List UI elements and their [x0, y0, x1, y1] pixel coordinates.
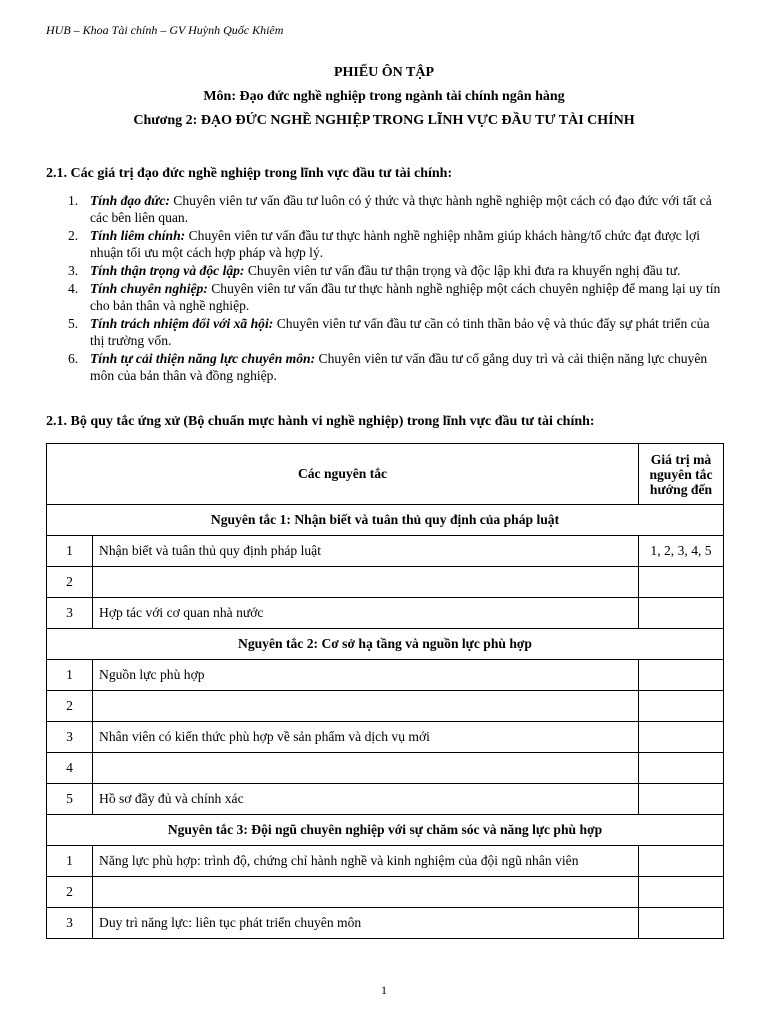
row-index: 2 — [47, 877, 93, 908]
row-index: 1 — [47, 846, 93, 877]
list-number: 6. — [68, 351, 79, 366]
row-values — [639, 753, 724, 784]
list-item — [62, 280, 724, 314]
page-header: HUB – Khoa Tài chính – GV Huỳnh Quốc Khiêm — [46, 23, 284, 37]
row-text — [93, 877, 639, 908]
table-row — [47, 660, 724, 691]
row-text: Hồ sơ đầy đủ và chính xác — [93, 784, 639, 815]
row-values — [639, 877, 724, 908]
list-item — [62, 350, 724, 384]
subject-title: Môn: Đạo đức nghề nghiệp trong ngành tài chính ngân hàng — [203, 89, 565, 104]
list-text: Chuyên viên tư vấn đầu tư cố gắng duy trì và cải thiện năng lực chuyên môn của bản thân và đồng nghiệp. — [90, 351, 708, 383]
row-index: 2 — [47, 691, 93, 722]
row-values: 1, 2, 3, 4, 5 — [639, 536, 724, 567]
list-number: 3. — [68, 263, 79, 278]
table-row — [47, 567, 724, 598]
row-text: Năng lực phù hợp: trình độ, chứng chỉ hành nghề và kinh nghiệm của đội ngũ nhân viên — [93, 846, 639, 877]
list-text: Chuyên viên tư vấn đầu tư thực hành nghề nghiệp một cách chuyên nghiệp để mang lại uy tín cho bản thân và nghề nghiệp. — [90, 281, 721, 313]
list-term: Tính chuyên nghiệp: — [90, 281, 208, 296]
list-term: Tính thận trọng và độc lập: — [90, 263, 245, 278]
list-item — [62, 192, 724, 226]
group-row — [47, 629, 724, 660]
list-number: 1. — [68, 193, 79, 208]
group-title: Nguyên tắc 1: Nhận biết và tuân thủ quy định của pháp luật — [47, 505, 724, 536]
row-values — [639, 722, 724, 753]
row-text: Nguồn lực phù hợp — [93, 660, 639, 691]
list-term: Tính trách nhiệm đối với xã hội: — [90, 316, 274, 331]
row-index: 5 — [47, 784, 93, 815]
row-text — [93, 567, 639, 598]
group-row — [47, 815, 724, 846]
row-values — [639, 691, 724, 722]
list-item — [62, 262, 724, 279]
list-text: Chuyên viên tư vấn đầu tư thận trọng và độc lập khi đưa ra khuyến nghị đầu tư. — [244, 263, 681, 278]
column-header-principles: Các nguyên tắc — [47, 444, 639, 505]
row-text: Duy trì năng lực: liên tục phát triển chuyên môn — [93, 908, 639, 939]
table-row — [47, 691, 724, 722]
table-row — [47, 877, 724, 908]
list-term: Tính liêm chính: — [90, 228, 186, 243]
group-title: Nguyên tắc 3: Đội ngũ chuyên nghiệp với sự chăm sóc và năng lực phù hợp — [47, 815, 724, 846]
document-title: PHIẾU ÔN TẬP — [333, 65, 435, 80]
row-index: 2 — [47, 567, 93, 598]
row-values — [639, 567, 724, 598]
list-number: 5. — [68, 316, 79, 331]
list-text: Chuyên viên tư vấn đầu tư cần có tinh thần bảo vệ và thúc đẩy sự phát triển của thị trường vốn. — [90, 316, 710, 348]
table-row — [47, 536, 724, 567]
row-text — [93, 753, 639, 784]
table-header-row — [47, 444, 724, 505]
row-text: Nhân viên có kiến thức phù hợp về sản phẩm và dịch vụ mới — [93, 722, 639, 753]
row-index: 1 — [47, 536, 93, 567]
section-heading-values: 2.1. Các giá trị đạo đức nghề nghiệp trong lĩnh vực đầu tư tài chính: — [46, 166, 453, 181]
table-row — [47, 753, 724, 784]
row-values — [639, 784, 724, 815]
chapter-title: Chương 2: ĐẠO ĐỨC NGHỀ NGHIỆP TRONG LĨNH VỰC ĐẦU TƯ TÀI CHÍNH — [133, 113, 635, 128]
row-index: 4 — [47, 753, 93, 784]
list-term: Tính tự cải thiện năng lực chuyên môn: — [90, 351, 316, 366]
table-row — [47, 598, 724, 629]
list-text: Chuyên viên tư vấn đầu tư thực hành nghề nghiệp nhằm giúp khách hàng/tổ chức đạt được lợi nhuận tối ưu một cách hợp pháp và hợp lý. — [90, 228, 700, 260]
list-item — [62, 227, 724, 261]
row-index: 3 — [47, 908, 93, 939]
list-item — [62, 315, 724, 349]
section-heading-code-of-conduct: 2.1. Bộ quy tắc ứng xử (Bộ chuẩn mực hành vi nghề nghiệp) trong lĩnh vực đầu tư tài chính: — [46, 414, 595, 429]
group-title: Nguyên tắc 2: Cơ sở hạ tầng và nguồn lực phù hợp — [47, 629, 724, 660]
column-header-values: Giá trị mà nguyên tắc hướng đến — [639, 444, 724, 505]
row-index: 1 — [47, 660, 93, 691]
title-block — [0, 64, 768, 136]
list-text: Chuyên viên tư vấn đầu tư luôn có ý thức và thực hành nghề nghiệp một cách có đạo đức với tất cả các bên liên quan. — [90, 193, 712, 225]
row-text — [93, 691, 639, 722]
list-number: 4. — [68, 281, 79, 296]
list-term: Tính đạo đức: — [90, 193, 170, 208]
page-number: 1 — [381, 983, 387, 997]
row-values — [639, 660, 724, 691]
row-values — [639, 908, 724, 939]
row-values — [639, 846, 724, 877]
principles-table — [46, 443, 724, 939]
row-text: Hợp tác với cơ quan nhà nước — [93, 598, 639, 629]
table-row — [47, 784, 724, 815]
table-row — [47, 846, 724, 877]
row-values — [639, 598, 724, 629]
row-index: 3 — [47, 722, 93, 753]
values-list — [62, 192, 724, 385]
list-number: 2. — [68, 228, 79, 243]
row-text: Nhận biết và tuân thủ quy định pháp luật — [93, 536, 639, 567]
group-row — [47, 505, 724, 536]
table-row — [47, 722, 724, 753]
row-index: 3 — [47, 598, 93, 629]
table-row — [47, 908, 724, 939]
